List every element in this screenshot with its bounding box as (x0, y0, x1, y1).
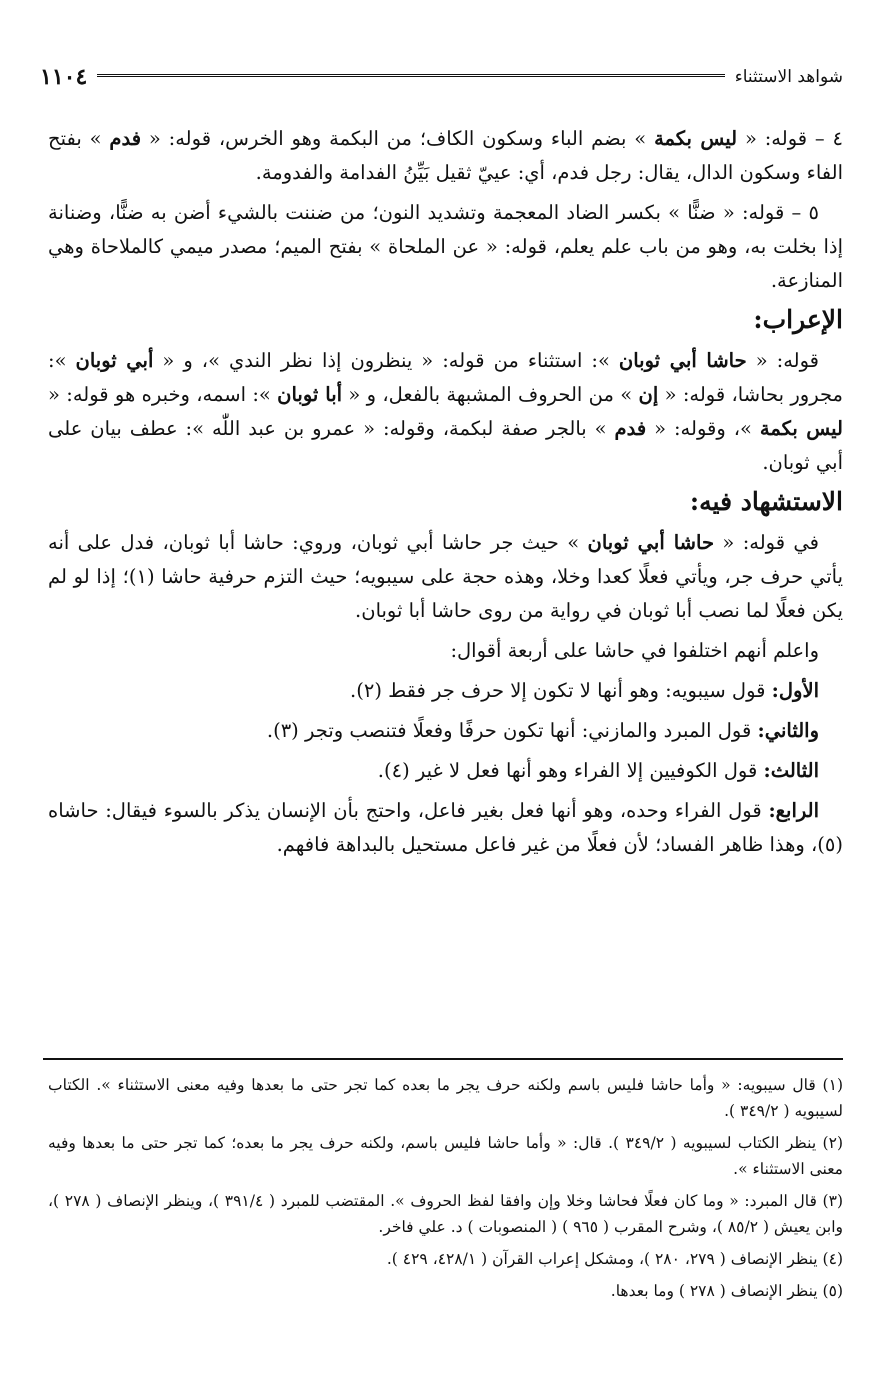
main-text (48, 122, 843, 862)
footnote-2: (٢) ينظر الكتاب لسيبويه ( ٣٤٩/٢ ). قال: « وأما حاشا فليس باسم، ولكنه حرف يجر ما بعده؛ كما تجر حتى ما بعدها وفيه معنى الاستثناء ». (48, 1134, 843, 1178)
opinion-2: والثاني: قول المبرد والمازني: أنها تكون حرفًا وفعلًا فتنصب وتجر (٣). (266, 719, 819, 742)
commentary-paragraph-4: ٤ – قوله: « ليس بكمة » بضم الباء وسكون الكاف؛ من البكمة وهو الخرس، قوله: « فدم » بفتح الفاء وسكون الدال، يقال: رجل فدم، أي: عييّ ثقيل بَيِّنُ الفدامة والفدومة. (48, 127, 844, 184)
header-rule (97, 74, 724, 80)
footnote-4: (٤) ينظر الإنصاف ( ٢٧٩، ٢٨٠ )، ومشكل إعراب القرآن ( ٤٢٨/١، ٤٢٩ ). (386, 1250, 843, 1268)
footnote-5: (٥) ينظر الإنصاف ( ٢٧٨ ) وما بعدها. (610, 1282, 843, 1300)
page-number: ١١٠٤ (40, 64, 88, 90)
opinion-3: الثالث: قول الكوفيين إلا الفراء وهو أنها فعل لا غير (٤). (377, 759, 819, 782)
irab-paragraph: قوله: « حاشا أبي ثوبان »: استثناء من قوله: « ينظرون إذا نظر الندي »، و « أبي ثوبان »: مجرور بحاشا، قوله: « إن » من الحروف المشبهة بالفعل، و « أبا ثوبان »: اسمه، وخبره هو قوله: « ليس بكمة »، وقوله: « فدم » بالجر صفة لبكمة، وقوله: « عمرو بن عبد اللّٰه »: عطف بيان على أبي ثوبان. (48, 349, 843, 474)
running-title: شواهد الاستثناء (734, 67, 843, 87)
opinions-intro: واعلم أنهم اختلفوا في حاشا على أربعة أقوال: (450, 639, 819, 662)
commentary-paragraph-5: ٥ – قوله: « ضنًّا » بكسر الضاد المعجمة وتشديد النون؛ من ضننت بالشيء أضن به ضنًّا، وضنانة إذا بخلت به، وهو من باب علم يعلم، قوله: « عن الملحاة » بفتح الميم؛ مصدر ميمي كالملاحاة وهي المنازعة. (48, 201, 843, 292)
opinion-1: الأول: قول سيبويه: وهو أنها لا تكون إلا حرف جر فقط (٢). (350, 679, 819, 702)
footnote-1: (١) قال سيبويه: « وأما حاشا فليس باسم ولكنه حرف يجر ما بعده كما تجر حتى ما بعدها وفيه معنى الاستثناء ». الكتاب لسيبويه ( ٣٤٩/٢ ). (48, 1076, 843, 1120)
opinion-4: الرابع: قول الفراء وحده، وهو أنها فعل بغير فاعل، واحتج بأن الإنسان يذكر بالسوء فيقال: حاشاه (٥)، وهذا ظاهر الفساد؛ لأن فعلًا من غير فاعل مستحيل بالبداهة فافهم. (48, 799, 843, 856)
footnote-separator (43, 1058, 843, 1060)
istishhad-heading: الاستشهاد فيه: (689, 487, 843, 516)
istishhad-paragraph: في قوله: « حاشا أبي ثوبان » حيث جر حاشا أبي ثوبان، وروي: حاشا أبا ثوبان، فدل على أنه يأتي حرف جر، ويأتي فعلًا كعدا وخلا، وهذه حجة على سيبويه؛ حيث التزم حرفية حاشا (١)؛ إذا لو لم يكن فعلًا لما نصب أبا ثوبان في رواية من روى حاشا أبا ثوبان. (48, 531, 844, 622)
irab-heading: الإعراب: (753, 305, 843, 334)
footnote-3: (٣) قال المبرد: « وما كان فعلًا فحاشا وخلا وإن وافقا لفظ الحروف ». المقتضب للمبرد ( ٣٩١/٤ )، وينظر الإنصاف ( ٢٧٨ )، وابن يعيش ( ٨٥/٢ )، وشرح المقرب ( ٩٦٥ ) ( المنصوبات ) د. علي فاخر. (48, 1192, 843, 1236)
footnotes (48, 1072, 843, 1310)
page-header (40, 60, 843, 94)
